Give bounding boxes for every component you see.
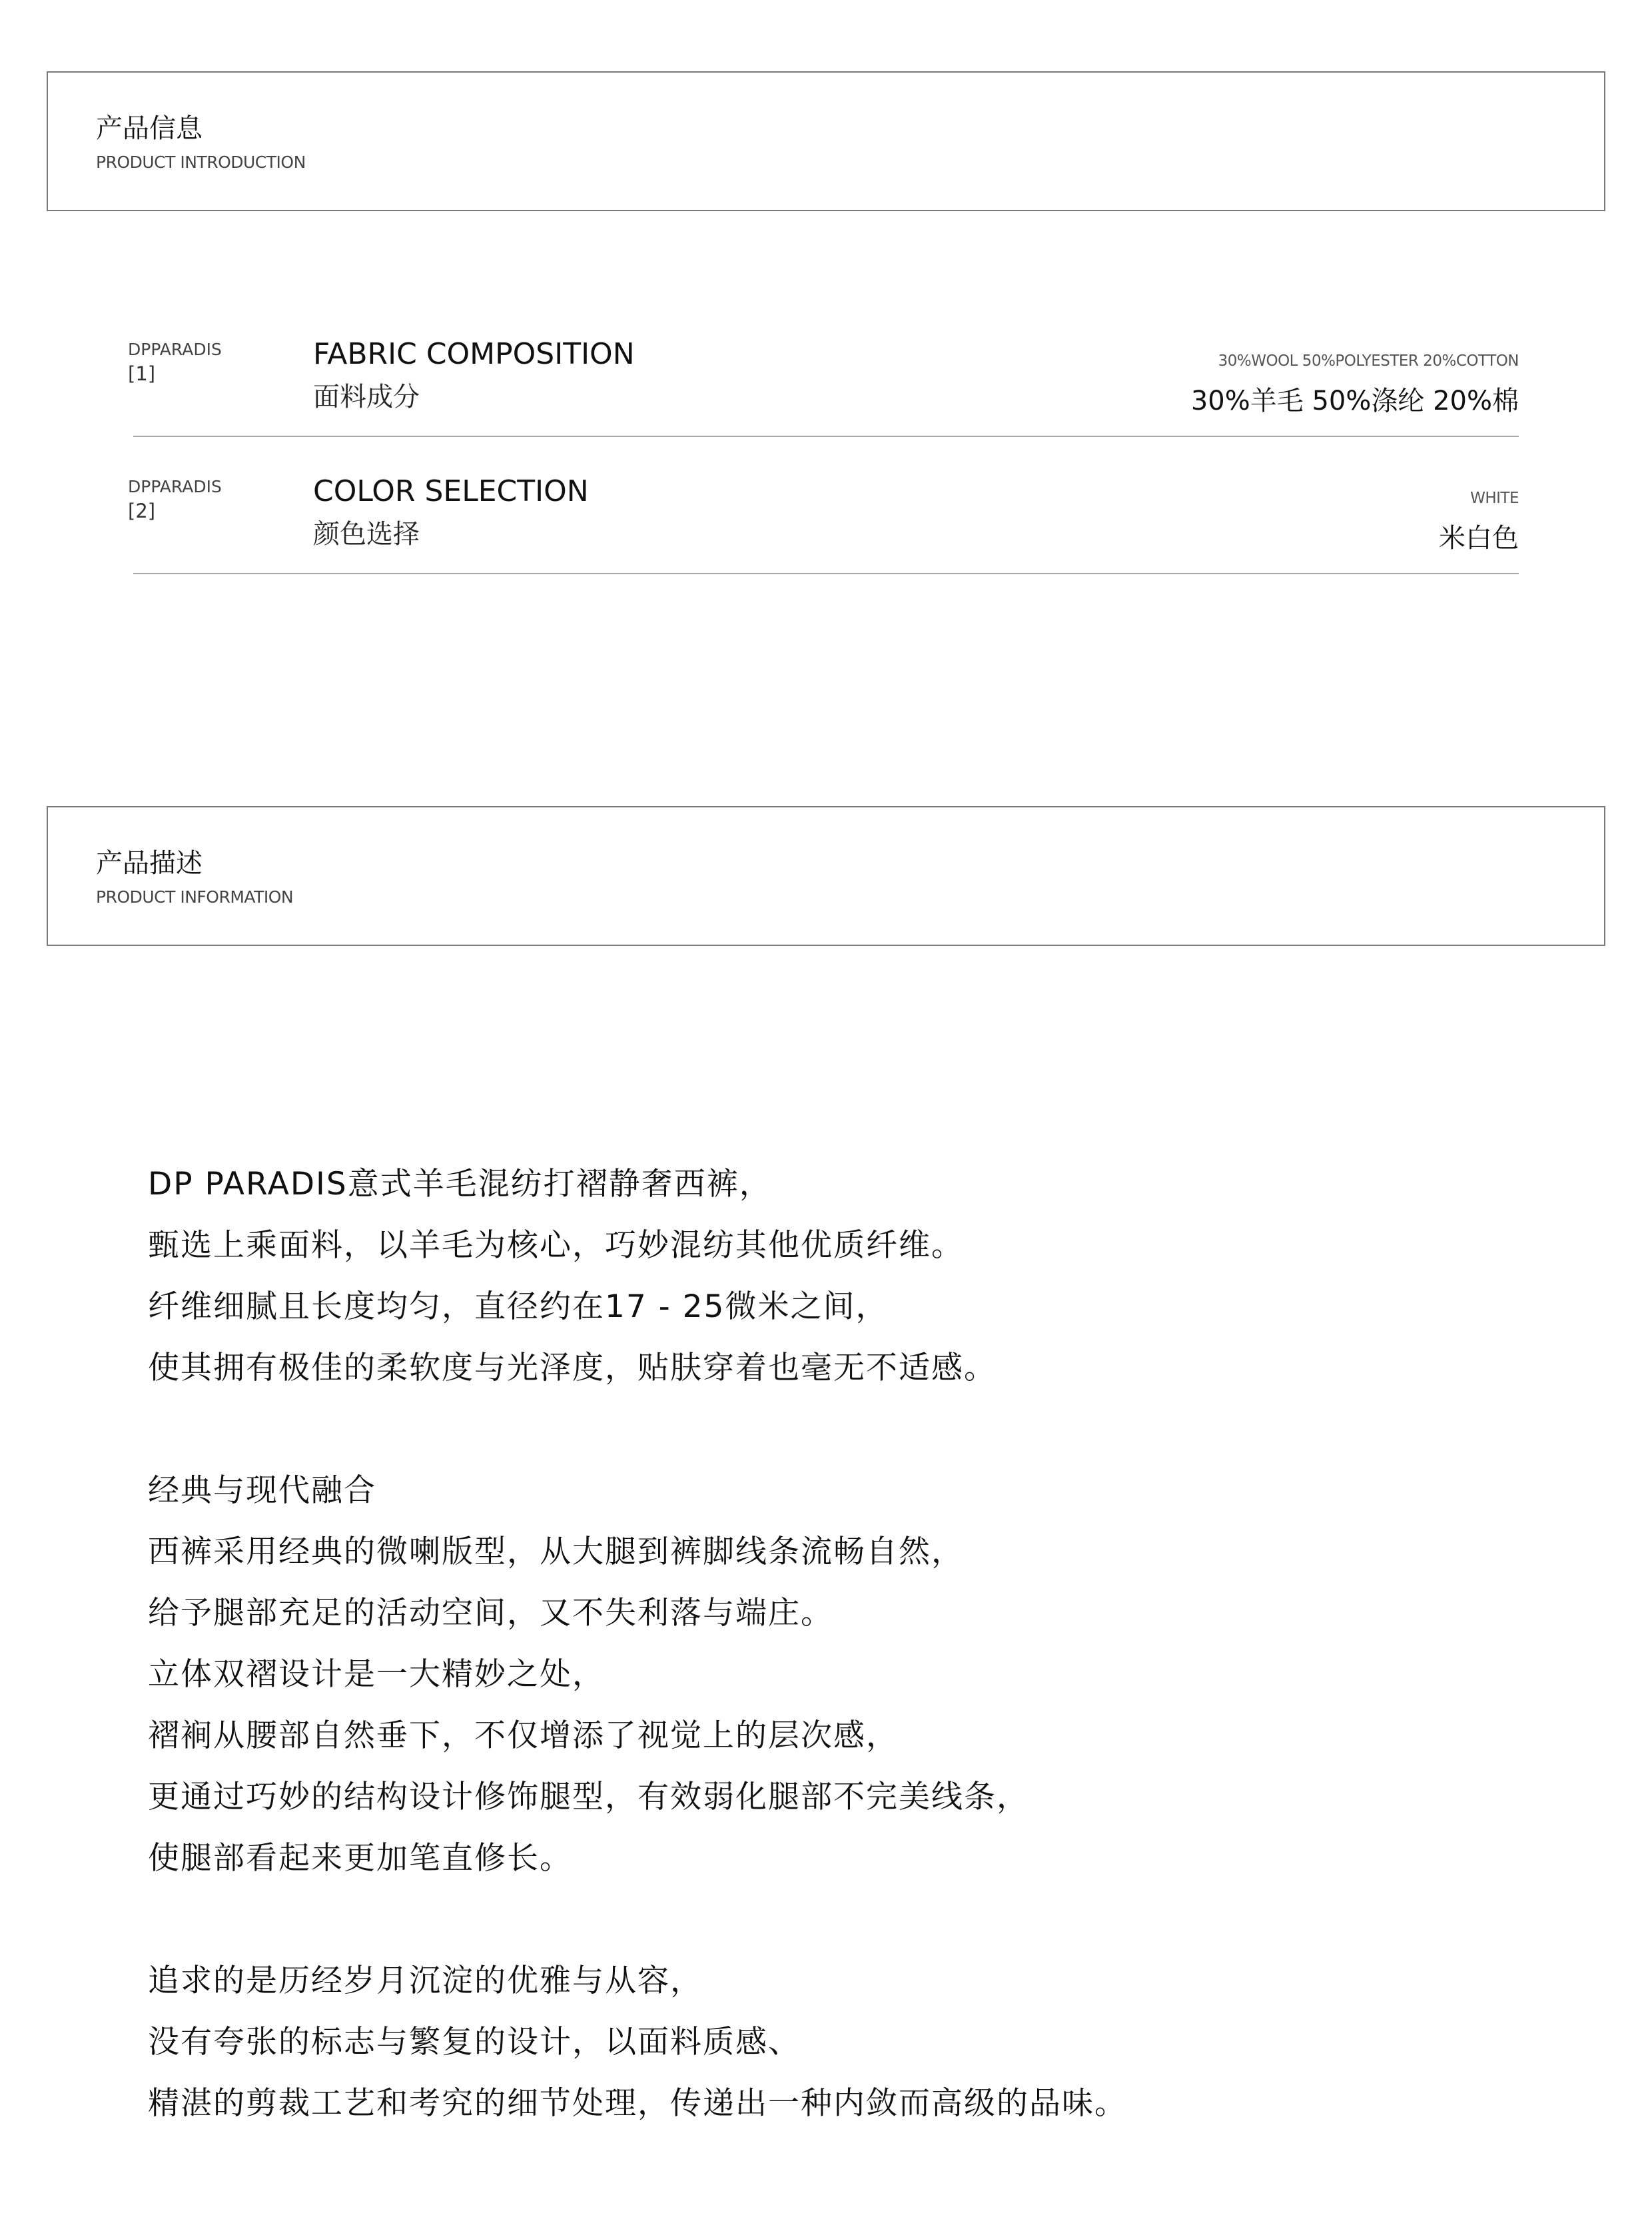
description-line: 更通过巧妙的结构设计修饰腿型，有效弱化腿部不完美线条， bbox=[148, 1779, 1029, 1815]
description-line: DP PARADIS意式羊毛混纺打褶静奢西裤， bbox=[148, 1166, 772, 1202]
spec-label-cn: 面料成分 bbox=[313, 382, 420, 412]
spec-index: [2] bbox=[128, 500, 156, 522]
description-line: 甄选上乘面料，以羊毛为核心，巧妙混纺其他优质纤维。 bbox=[148, 1227, 964, 1264]
description-paragraph bbox=[148, 1154, 1547, 1399]
spec-row-fabric-composition bbox=[128, 300, 1519, 437]
product-information-header bbox=[47, 806, 1605, 946]
section-subtitle: PRODUCT INTRODUCTION bbox=[96, 153, 306, 172]
description-line: 西裤采用经典的微喇版型，从大腿到裤脚线条流畅自然， bbox=[148, 1534, 964, 1570]
spec-value-cn: 米白色 bbox=[1439, 523, 1519, 554]
section-title: 产品信息 bbox=[96, 113, 203, 144]
spec-value-cn: 30%羊毛 50%涤纶 20%棉 bbox=[1190, 386, 1519, 416]
description-line: 纤维细腻且长度均匀，直径约在17 - 25微米之间， bbox=[148, 1288, 889, 1325]
description-paragraph bbox=[148, 1951, 1547, 2134]
spec-label-en: COLOR SELECTION bbox=[313, 474, 589, 508]
description-line: 使腿部看起来更加笔直修长。 bbox=[148, 1840, 572, 1877]
description-line: 精湛的剪裁工艺和考究的细节处理，传递出一种内敛而高级的品味。 bbox=[148, 2085, 1127, 2122]
spec-label-cn: 颜色选择 bbox=[313, 519, 420, 550]
description-line: 追求的是历经岁月沉淀的优雅与从容， bbox=[148, 1963, 703, 1999]
product-description bbox=[148, 1154, 1547, 2196]
product-introduction-header bbox=[47, 71, 1605, 211]
spec-label-en: FABRIC COMPOSITION bbox=[313, 337, 635, 371]
brand-tag: DPPARADIS bbox=[128, 477, 222, 496]
brand-tag: DPPARADIS bbox=[128, 340, 222, 359]
description-line: 没有夸张的标志与繁复的设计，以面料质感、 bbox=[148, 2024, 801, 2060]
description-line: 给予腿部充足的活动空间，又不失利落与端庄。 bbox=[148, 1595, 833, 1631]
description-paragraph bbox=[148, 1460, 1547, 1889]
description-line: 立体双褶设计是一大精妙之处， bbox=[148, 1656, 605, 1693]
description-line: 褶裥从腰部自然垂下，不仅增添了视觉上的层次感， bbox=[148, 1717, 899, 1754]
spec-index: [1] bbox=[128, 362, 156, 385]
spec-value-en: WHITE bbox=[1470, 490, 1519, 507]
section-subtitle: PRODUCT INFORMATION bbox=[96, 887, 294, 907]
description-line: 使其拥有极佳的柔软度与光泽度，贴肤穿着也毫无不适感。 bbox=[148, 1350, 997, 1386]
spec-value-en: 30%WOOL 50%POLYESTER 20%COTTON bbox=[1218, 352, 1519, 370]
spec-row-color-selection bbox=[128, 437, 1519, 574]
section-title: 产品描述 bbox=[96, 848, 203, 879]
description-line: 经典与现代融合 bbox=[148, 1472, 376, 1509]
